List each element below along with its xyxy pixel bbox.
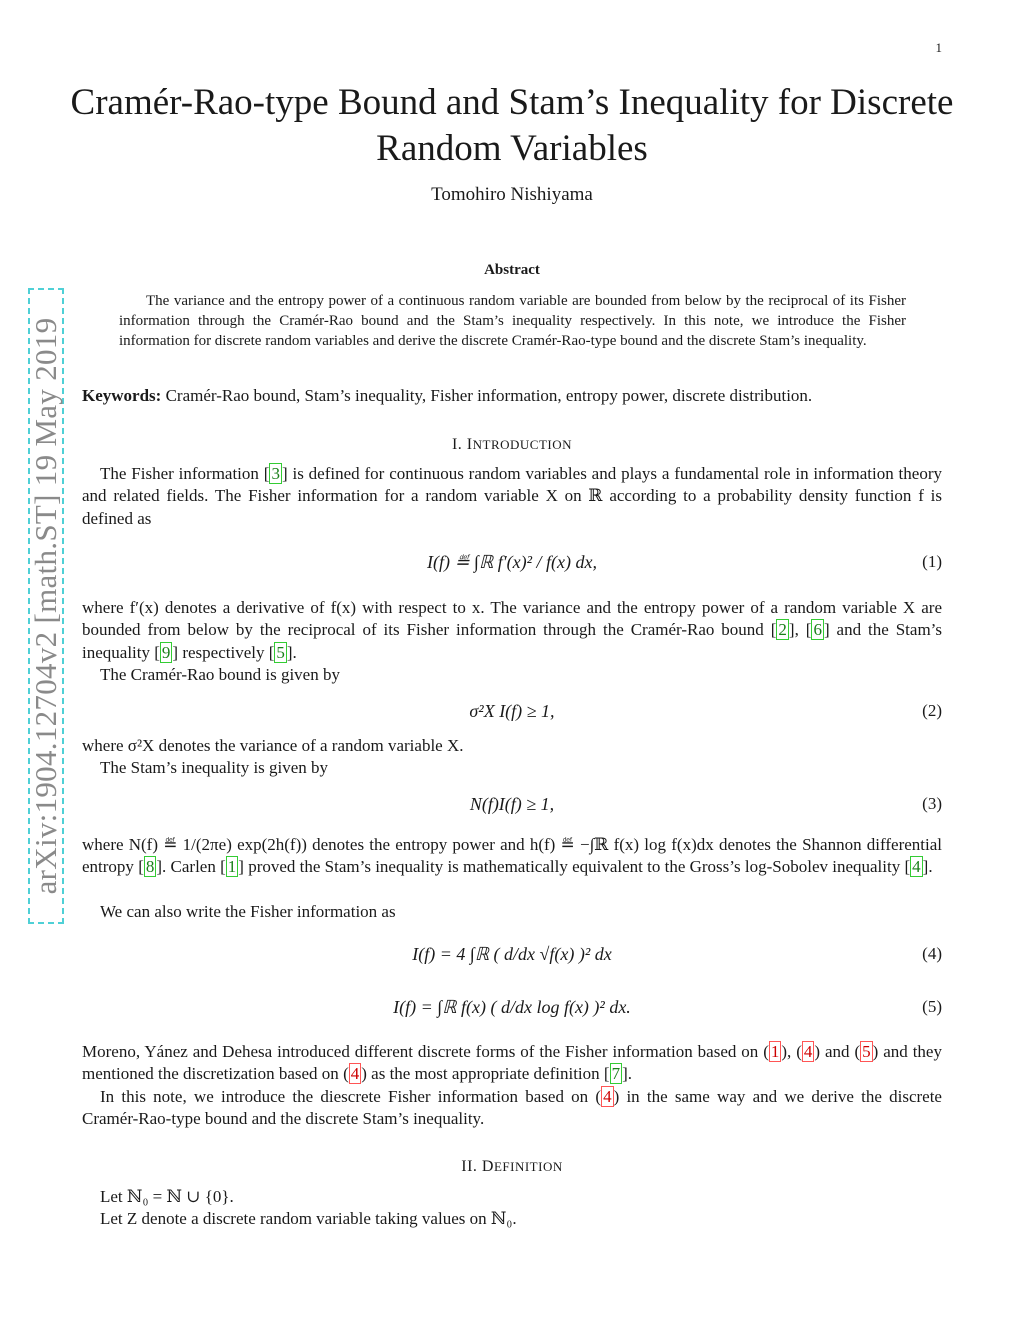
equation-ref-link[interactable]: 4	[603, 1087, 612, 1106]
equation-3	[82, 794, 942, 834]
equation-body: I(f) = 4 ∫ℝ ( d/dx √f(x) )² dx	[412, 944, 612, 964]
text-run: in the same way and we derive the discrete Cramér-Rao-type bound and the discrete Stam’s inequality.	[82, 1087, 942, 1129]
definition-line-1: Let ℕ₀ = ℕ ∪ {0}.	[100, 1187, 234, 1206]
text-run: as the most appropriate definition	[371, 1064, 600, 1084]
intro-paragraph-3: The Cramér-Rao bound is given by	[100, 665, 340, 684]
equation-number: (2)	[922, 701, 942, 720]
text-run: where f′(x) denotes a derivative of f(x) with respect to x. The variance and the entropy power of a random variable X are bounded from below by the reciprocal of its Fisher information through the Cramér-Rao bound	[82, 598, 942, 640]
intro-paragraph-1: The Fisher information [ 3 ] is defined for continuous random variables and plays a fundamental role in information theory and related fields. The Fisher information for a random variable X on ℝ according to a probability density function f is defined as	[82, 464, 942, 528]
arxiv-stamp-text: arXiv:1904.12704v2 [math.ST] 19 May 2019	[28, 317, 63, 895]
section-numeral: I.	[451, 436, 463, 453]
keywords-text: Cramér-Rao bound, Stam’s inequality, Fisher information, entropy power, discrete distribution.	[165, 386, 813, 405]
citation-link[interactable]: 7	[611, 1064, 621, 1084]
equation-ref-link[interactable]: 4	[350, 1064, 360, 1084]
equation-ref-link[interactable]: 1	[770, 1042, 780, 1061]
intro-paragraph-8: Moreno, Yánez and Dehesa introduced different discrete forms of the Fisher information based on ( 1 ), ( 4 ) and ( 5 ) and they mentioned the discretization based on ( 4 ) as the most appropriate definition [ 7 ].	[82, 1042, 942, 1084]
equation-number: (1)	[922, 552, 942, 571]
section-heading-introduction	[0, 436, 1024, 454]
text-run: where N(f) ≝ 1/(2πe) exp(2h(f)) denotes the entropy power and h(f) ≝ −∫ℝ f(x) log f(x)dx denotes the Shannon differential entropy	[82, 835, 942, 877]
author-name: Tomohiro Nishiyama	[431, 184, 593, 205]
text-run: Carlen	[170, 857, 216, 877]
equation-4	[82, 944, 942, 984]
definition-line-2: Let Z denote a discrete random variable taking values on ℕ₀.	[100, 1209, 517, 1228]
abstract-body: The variance and the entropy power of a continuous random variable are bounded from below by the reciprocal of its Fisher information through the Cramér-Rao bound and the Stam’s inequality respectively. In this note, we introduce the Fisher information for discrete random variables and derive the discrete Cramér-Rao-type bound and the discrete Stam’s inequality.	[119, 293, 906, 349]
section-title-initial: I	[466, 436, 473, 453]
equation-2	[82, 701, 942, 741]
intro-paragraph-7: We can also write the Fisher information as	[100, 902, 396, 921]
section-heading-definition	[0, 1158, 1024, 1176]
intro-paragraph-9: In this note, we introduce the diescrete Fisher information based on ( 4 ) in the same way and we derive the discrete Cramér-Rao-type bound and the discrete Stam’s inequality.	[82, 1087, 942, 1129]
citation-link[interactable]: 5	[276, 642, 285, 662]
citation-link[interactable]: 2	[778, 620, 787, 640]
text-run: and the Stam’s inequality	[82, 620, 943, 662]
equation-5	[82, 997, 942, 1037]
section-numeral: II.	[461, 1158, 478, 1175]
page-number: 1	[935, 40, 942, 55]
intro-paragraph-6: where N(f) ≝ 1/(2πe) exp(2h(f)) denotes the entropy power and h(f) ≝ −∫ℝ f(x) log f(x)dx denotes the Shannon differential entropy [ 8 ]. Carlen [ 1 ] proved the Stam’s inequality is mathematically equivalent to the Gross’s log-Sobolev inequality [ 4 ].	[82, 835, 942, 877]
equation-body: σ²X I(f) ≥ 1,	[469, 701, 555, 721]
citation-link[interactable]: 1	[227, 857, 237, 877]
arxiv-stamp	[28, 288, 64, 924]
text-run: respectively	[182, 642, 265, 662]
text-run: and they mentioned the discretization based on	[82, 1042, 942, 1084]
citation-link[interactable]: 4	[912, 857, 921, 877]
equation-body: I(f) ≝ ∫ℝ f′(x)² / f(x) dx,	[426, 552, 598, 572]
text-run: is defined for continuous random variables and plays a fundamental role in information theory and related fields. The Fisher information for a random variable X on ℝ according to a probability density function f is defined as	[82, 464, 942, 528]
equation-number: (4)	[922, 944, 942, 963]
abstract-heading: Abstract	[484, 262, 540, 278]
keywords	[82, 386, 942, 406]
citation-link[interactable]: 8	[145, 857, 155, 877]
equation-ref-link[interactable]: 5	[862, 1042, 871, 1061]
section-title-rest: EFINITION	[493, 1159, 563, 1174]
equation-body: I(f) = ∫ℝ f(x) ( d/dx log f(x) )² dx.	[393, 997, 631, 1017]
citation-link[interactable]: 3	[271, 464, 280, 483]
section-title-rest: NTRODUCTION	[472, 437, 573, 452]
intro-paragraph-4: where σ²X denotes the variance of a random variable X.	[82, 736, 464, 755]
text-run: Moreno, Yánez and Dehesa introduced different discrete forms of the Fisher information based on	[82, 1042, 759, 1061]
intro-paragraph-5: The Stam’s inequality is given by	[100, 758, 329, 777]
text-run: and	[824, 1042, 850, 1061]
text-run: In this note, we introduce the diescrete Fisher information based on	[100, 1087, 589, 1106]
equation-number: (3)	[922, 794, 942, 813]
equation-number: (5)	[922, 997, 942, 1016]
citation-link[interactable]: 6	[813, 620, 822, 640]
paper-title: Cramér-Rao-type Bound and Stam’s Inequality for Discrete Random Variables	[70, 82, 954, 169]
text-run: The Fisher information	[100, 464, 259, 483]
section-title-initial: D	[481, 1158, 494, 1175]
intro-paragraph-2: where f′(x) denotes a derivative of f(x) with respect to x. The variance and the entropy power of a random variable X are bounded from below by the reciprocal of its Fisher information through the Cramér-Rao bound [ 2 ], [ 6 ] and the Stam’s inequality [ 9 ] respectively [ 5 ].	[82, 598, 943, 662]
text-run: proved the Stam’s inequality is mathematically equivalent to the Gross’s log-Sobolev inequality	[248, 857, 901, 877]
equation-1	[82, 552, 942, 592]
citation-link[interactable]: 9	[161, 642, 171, 662]
keywords-label: Keywords:	[82, 386, 162, 405]
equation-ref-link[interactable]: 4	[803, 1042, 813, 1061]
equation-body: N(f)I(f) ≥ 1,	[469, 794, 555, 814]
